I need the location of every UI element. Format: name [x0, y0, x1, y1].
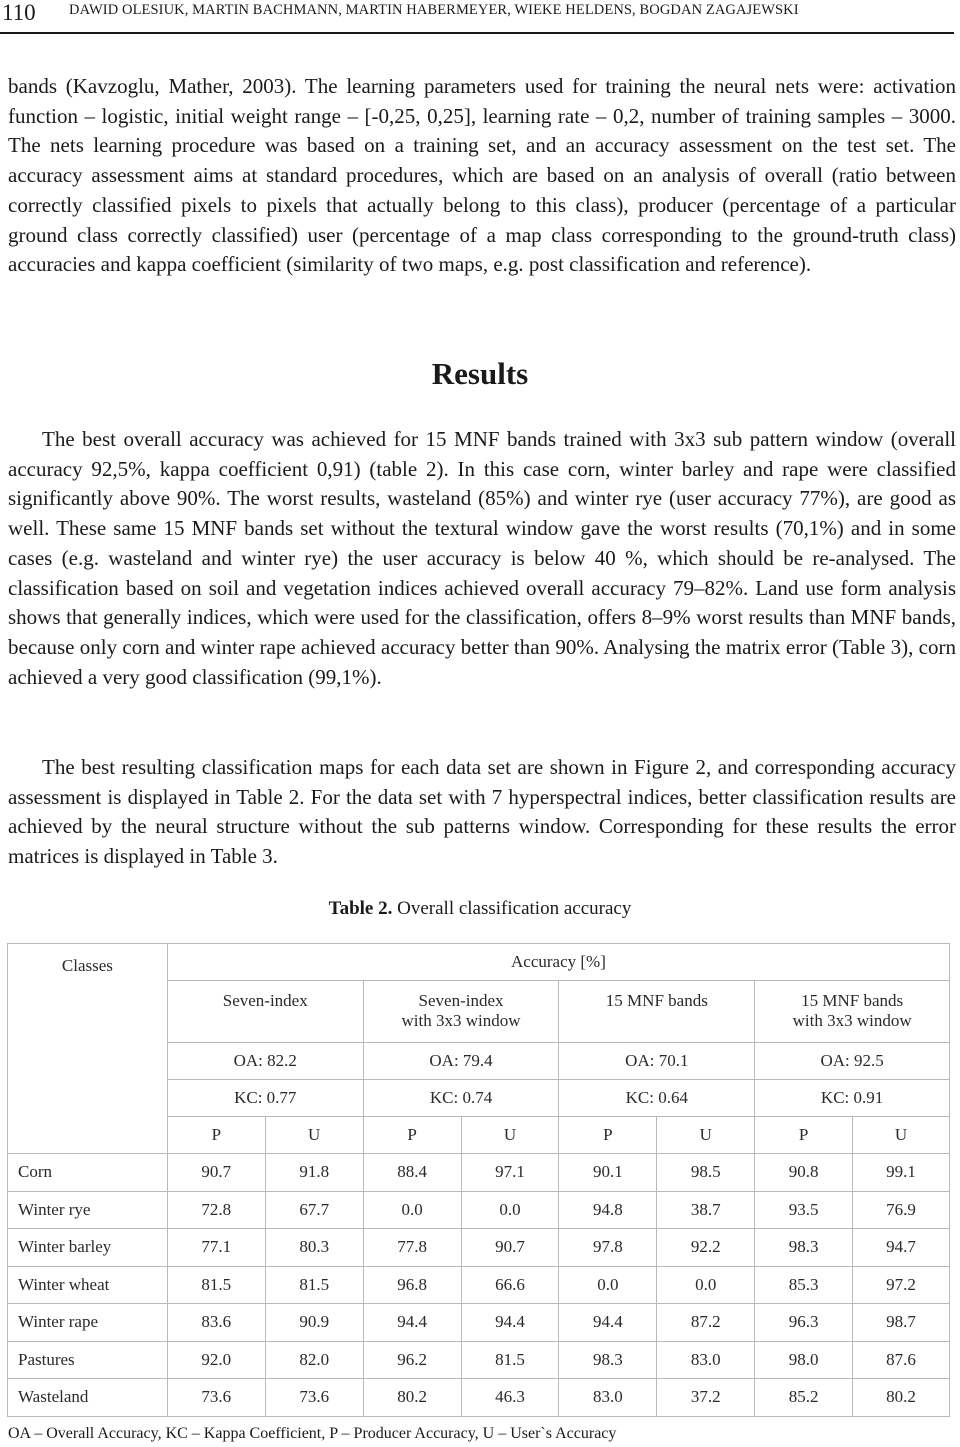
kappa-cell: KC: 0.91: [755, 1080, 950, 1117]
dataset-label: 15 MNF bands: [605, 991, 708, 1010]
value-cell: 87.6: [853, 1341, 950, 1379]
value-cell: 81.5: [265, 1266, 363, 1304]
accuracy-header: Accuracy [%]: [167, 944, 949, 981]
value-cell: 97.2: [853, 1266, 950, 1304]
dataset-label: Seven-index: [418, 991, 504, 1010]
value-cell: 0.0: [461, 1191, 559, 1229]
value-cell: 88.4: [363, 1154, 461, 1192]
value-cell: 98.3: [755, 1229, 853, 1267]
value-cell: 94.8: [559, 1191, 657, 1229]
value-cell: 98.7: [853, 1304, 950, 1342]
pu-label: P: [755, 1117, 853, 1154]
dataset-header: [363, 981, 559, 1043]
results-paragraph-1: The best overall accuracy was achieved for 15 MNF bands trained with 3x3 sub pattern window (overall accuracy 92,5%, kappa coefficient 0,91) (table 2). In this case corn, winter barley and rape were classified significantly above 90%. The worst results, wasteland (85%) and winter rye (user accuracy 77%), are good as well. These same 15 MNF bands set without the textural window gave the worst results (70,1%) and in some cases (e.g. wasteland and winter rye) the user accuracy is below 40 %, which should be re-analysed. The classification based on soil and vegetation indices achieved overall accuracy 79–82%. Land use form analysis shows that generally indices, which were used for the classification, offers 8–9% worst results than MNF bands, because only corn and winter rape achieved accuracy better than 90%. Analysing the matrix error (Table 3), corn achieved a very good classification (99,1%).: [8, 427, 956, 689]
class-name-cell: Corn: [8, 1154, 168, 1192]
value-cell: 97.1: [461, 1154, 559, 1192]
value-cell: 83.6: [167, 1304, 265, 1342]
class-name-cell: Wasteland: [8, 1379, 168, 1417]
page-number: 110: [2, 0, 36, 25]
value-cell: 92.0: [167, 1341, 265, 1379]
section-heading-results: Results: [431, 356, 529, 391]
accuracy-table: [7, 943, 950, 1417]
value-cell: 90.7: [461, 1229, 559, 1267]
table-row: [8, 1341, 950, 1379]
table-row: [8, 1304, 950, 1342]
class-name-cell: Winter wheat: [8, 1266, 168, 1304]
value-cell: 73.6: [167, 1379, 265, 1417]
value-cell: 90.9: [265, 1304, 363, 1342]
running-header: [0, 0, 960, 34]
value-cell: 94.4: [363, 1304, 461, 1342]
value-cell: 76.9: [853, 1191, 950, 1229]
value-cell: 85.2: [755, 1379, 853, 1417]
pu-label: U: [657, 1117, 755, 1154]
dataset-sublabel: with 3x3 window: [401, 1011, 521, 1030]
pu-label: U: [265, 1117, 363, 1154]
table-caption: [0, 898, 960, 920]
dataset-label: Seven-index: [222, 991, 308, 1010]
value-cell: 98.0: [755, 1341, 853, 1379]
classes-header: Classes: [8, 944, 168, 1154]
table-caption-text: Overall classification accuracy: [397, 898, 632, 919]
value-cell: 81.5: [461, 1341, 559, 1379]
overall-accuracy-cell: OA: 79.4: [363, 1043, 559, 1080]
method-paragraph: bands (Kavzoglu, Mather, 2003). The learning parameters used for training the neural nets were: activation function – logistic, initial weight range – [-0,25, 0,25], learning rate – 0,2, number of training samples – 3000. The nets learning procedure was based on a training set, and an accuracy assessment on the test set. The accuracy assessment aims at standard procedures, which are based on an analysis of overall (ratio between correctly classified pixels to pixels that actually belong to this class), producer (percentage of a particular ground class correctly classified) user (percentage of a map class corresponding to the ground-truth class) accuracies and kappa coefficient (similarity of two maps, e.g. post classification and reference).: [8, 74, 956, 277]
value-cell: 94.4: [461, 1304, 559, 1342]
value-cell: 93.5: [755, 1191, 853, 1229]
value-cell: 83.0: [657, 1341, 755, 1379]
value-cell: 94.4: [559, 1304, 657, 1342]
dataset-header: [167, 981, 363, 1043]
value-cell: 96.2: [363, 1341, 461, 1379]
kappa-cell: KC: 0.64: [559, 1080, 755, 1117]
dataset-label: 15 MNF bands: [801, 991, 904, 1010]
pu-label: P: [559, 1117, 657, 1154]
value-cell: 80.2: [363, 1379, 461, 1417]
value-cell: 87.2: [657, 1304, 755, 1342]
value-cell: 90.7: [167, 1154, 265, 1192]
value-cell: 90.8: [755, 1154, 853, 1192]
value-cell: 96.3: [755, 1304, 853, 1342]
header-rule: [0, 32, 954, 34]
table-row: [8, 1154, 950, 1192]
value-cell: 94.7: [853, 1229, 950, 1267]
value-cell: 82.0: [265, 1341, 363, 1379]
value-cell: 90.1: [559, 1154, 657, 1192]
value-cell: 73.6: [265, 1379, 363, 1417]
table-caption-label: Table 2.: [328, 898, 393, 919]
table-row: [8, 1266, 950, 1304]
overall-accuracy-cell: OA: 92.5: [755, 1043, 950, 1080]
pu-label: U: [461, 1117, 559, 1154]
kappa-cell: KC: 0.74: [363, 1080, 559, 1117]
pu-label: U: [853, 1117, 950, 1154]
overall-accuracy-cell: OA: 82.2: [167, 1043, 363, 1080]
value-cell: 92.2: [657, 1229, 755, 1267]
overall-accuracy-cell: OA: 70.1: [559, 1043, 755, 1080]
value-cell: 80.2: [853, 1379, 950, 1417]
value-cell: 77.1: [167, 1229, 265, 1267]
value-cell: 96.8: [363, 1266, 461, 1304]
dataset-sublabel: with 3x3 window: [792, 1011, 912, 1030]
value-cell: 38.7: [657, 1191, 755, 1229]
value-cell: 67.7: [265, 1191, 363, 1229]
table-row: [8, 1191, 950, 1229]
class-rows: [8, 1154, 950, 1417]
value-cell: 77.8: [363, 1229, 461, 1267]
value-cell: 0.0: [363, 1191, 461, 1229]
class-name-cell: Winter rye: [8, 1191, 168, 1229]
table-row: [8, 1379, 950, 1417]
dataset-header: [559, 981, 755, 1043]
value-cell: 97.8: [559, 1229, 657, 1267]
value-cell: 81.5: [167, 1266, 265, 1304]
value-cell: 66.6: [461, 1266, 559, 1304]
kappa-cell: KC: 0.77: [167, 1080, 363, 1117]
pu-label: P: [363, 1117, 461, 1154]
value-cell: 99.1: [853, 1154, 950, 1192]
pu-label: P: [167, 1117, 265, 1154]
table-header-row: [8, 944, 950, 981]
value-cell: 0.0: [559, 1266, 657, 1304]
running-authors: DAWID OLESIUK, MARTIN BACHMANN, MARTIN HABERMEYER, WIEKE HELDENS, BOGDAN ZAGAJEWSKI: [69, 2, 799, 18]
value-cell: 46.3: [461, 1379, 559, 1417]
results-paragraph-2: The best resulting classification maps for each data set are shown in Figure 2, and corresponding accuracy assessment is displayed in Table 2. For the data set with 7 hyperspectral indices, better classification results are achieved by the neural structure without the sub patterns window. Corresponding for these results the error matrices is displayed in Table 3.: [8, 755, 956, 869]
class-name-cell: Pastures: [8, 1341, 168, 1379]
value-cell: 37.2: [657, 1379, 755, 1417]
value-cell: 0.0: [657, 1266, 755, 1304]
value-cell: 91.8: [265, 1154, 363, 1192]
table-footnote: OA – Overall Accuracy, KC – Kappa Coefficient, P – Producer Accuracy, U – User`s Accuracy: [8, 1425, 617, 1442]
table-row: [8, 1229, 950, 1267]
value-cell: 83.0: [559, 1379, 657, 1417]
value-cell: 80.3: [265, 1229, 363, 1267]
class-name-cell: Winter rape: [8, 1304, 168, 1342]
value-cell: 85.3: [755, 1266, 853, 1304]
value-cell: 98.5: [657, 1154, 755, 1192]
value-cell: 98.3: [559, 1341, 657, 1379]
class-name-cell: Winter barley: [8, 1229, 168, 1267]
value-cell: 72.8: [167, 1191, 265, 1229]
dataset-header: [755, 981, 950, 1043]
